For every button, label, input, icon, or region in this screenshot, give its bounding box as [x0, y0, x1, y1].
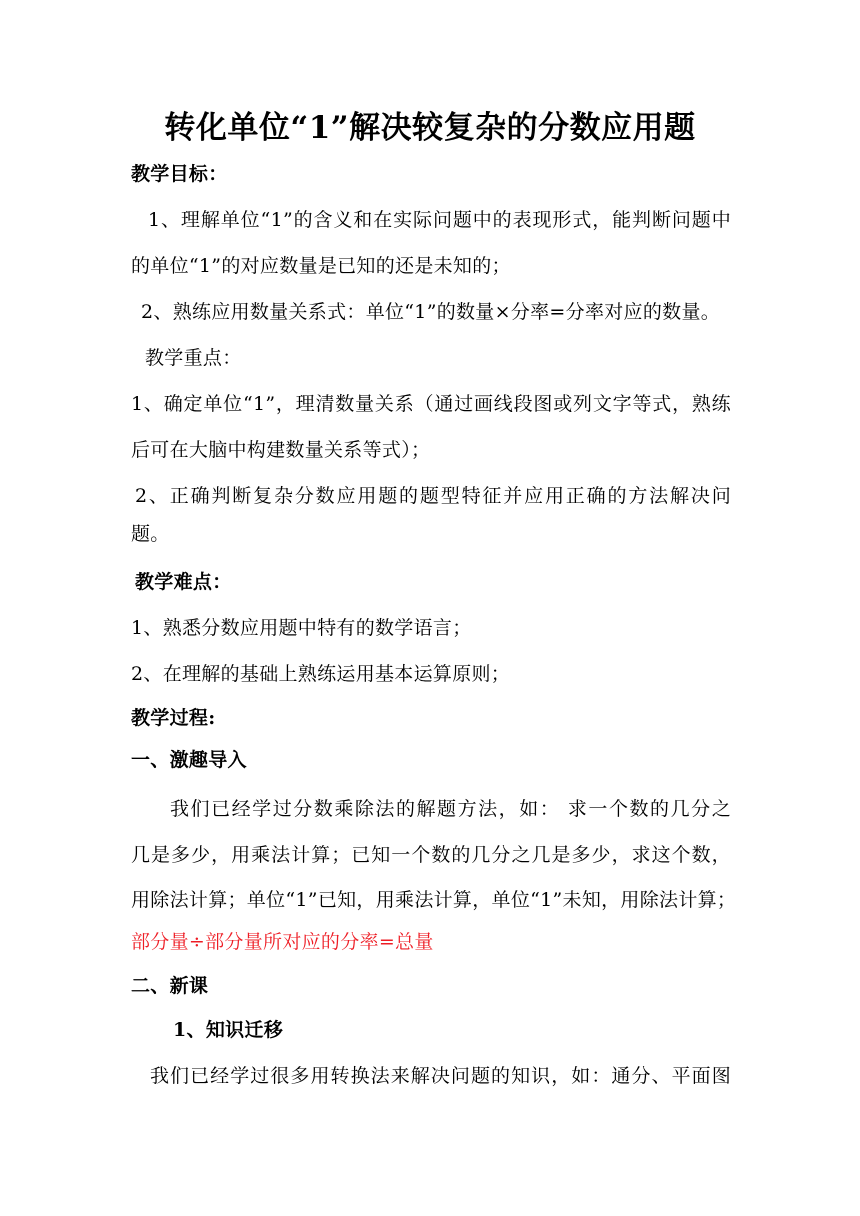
document-title: 转化单位“1”解决较复杂的分数应用题 [164, 110, 696, 146]
heading-teaching-difficulties: 教学难点： [135, 571, 232, 593]
heading-teaching-process: 教学过程: [131, 707, 216, 729]
subsection-heading-knowledge-transfer: 1、知识迁移 [173, 1019, 284, 1041]
paragraph-line: 我们已经学过分数乘除法的解题方法，如： 求一个数的几分之 [170, 798, 731, 820]
paragraph-line: 2、在理解的基础上熟练运用基本运算原则； [131, 663, 511, 685]
formula-highlight: 部分量÷部分量所对应的分率=总量 [131, 931, 434, 953]
paragraph-line: 的单位“1”的对应数量是已知的还是未知的； [131, 255, 511, 277]
paragraph-line: 用除法计算；单位“1”已知，用乘法计算，单位“1”未知，用除法计算； [131, 889, 737, 911]
paragraph-line: 1、确定单位“1”，理清数量关系（通过画线段图或列文字等式，熟练 [131, 393, 731, 415]
paragraph-line: 我们已经学过很多用转换法来解决问题的知识，如：通分、平面图 [150, 1065, 731, 1087]
section-heading-new-lesson: 二、新课 [131, 975, 209, 997]
paragraph-line: 2、正确判断复杂分数应用题的题型特征并应用正确的方法解决问 [135, 485, 731, 507]
paragraph-line: 题。 [131, 523, 170, 545]
paragraph-line: 后可在大脑中构建数量关系等式）； [131, 439, 431, 461]
paragraph-line: 2、熟练应用数量关系式：单位“1”的数量×分率=分率对应的数量。 [141, 301, 721, 323]
paragraph-line: 1、理解单位“1”的含义和在实际问题中的表现形式，能判断问题中 [148, 209, 731, 231]
section-heading-introduction: 一、激趣导入 [131, 749, 247, 771]
paragraph-line: 1、熟悉分数应用题中特有的数学语言； [131, 617, 472, 639]
heading-teaching-goals: 教学目标： [131, 163, 228, 185]
heading-teaching-focus: 教学重点： [145, 347, 242, 369]
paragraph-line: 几是多少，用乘法计算；已知一个数的几分之几是多少，求这个数， [131, 844, 731, 866]
